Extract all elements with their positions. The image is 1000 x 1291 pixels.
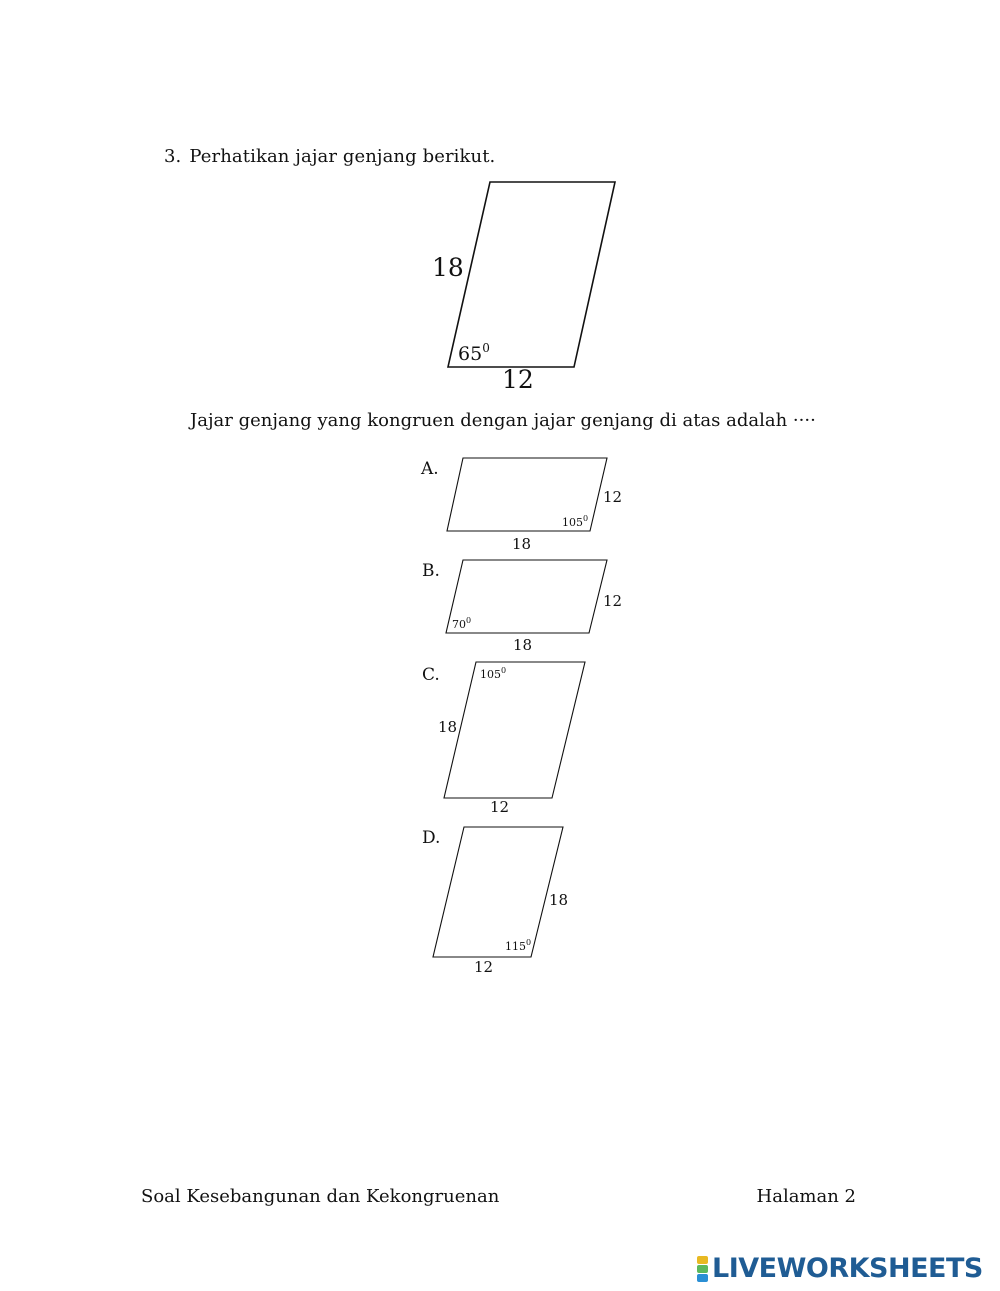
option-c[interactable] — [422, 662, 585, 816]
logo-block-l — [697, 1256, 708, 1264]
brand-name: LIVEWORKSHEETS — [712, 1253, 983, 1284]
option-a-side-right-label: 12 — [603, 488, 623, 506]
option-c-shape — [444, 662, 585, 798]
logo-block-v — [697, 1274, 708, 1282]
main-parallelogram — [432, 182, 615, 394]
option-a-side-bottom-label: 18 — [512, 535, 532, 553]
option-d-letter: D. — [422, 828, 441, 848]
question-prompt: Jajar genjang yang kongruen dengan jajar genjang di atas adalah ···· — [190, 410, 816, 431]
option-d-shape — [433, 827, 563, 957]
main-side-left-label: 18 — [432, 253, 464, 282]
liveworksheets-logo-icon — [697, 1256, 708, 1282]
footer-title: Soal Kesebangunan dan Kekongruenan — [141, 1186, 500, 1207]
option-d-angle-label: $115^0$ — [505, 938, 532, 953]
option-b[interactable] — [422, 560, 622, 654]
option-b-side-right-label: 12 — [603, 592, 623, 610]
option-d[interactable] — [422, 827, 568, 976]
liveworksheets-brand[interactable] — [697, 1253, 983, 1284]
option-c-angle-label: $105^0$ — [480, 666, 507, 681]
option-d-side-bottom-label: 12 — [474, 958, 494, 976]
option-b-angle-label: $70^0$ — [452, 616, 472, 631]
footer-page-number: Halaman 2 — [756, 1186, 856, 1207]
question-number: 3. — [164, 146, 182, 167]
option-b-side-bottom-label: 18 — [513, 636, 533, 654]
option-b-letter: B. — [422, 561, 440, 581]
option-c-letter: C. — [422, 665, 440, 685]
main-angle-label: $65^0$ — [458, 341, 490, 365]
main-side-bottom-label: 12 — [502, 365, 534, 394]
option-c-side-bottom-label: 12 — [490, 798, 510, 816]
question-text: Perhatikan jajar genjang berikut. — [189, 146, 496, 167]
option-d-side-right-label: 18 — [549, 891, 569, 909]
option-c-side-left-label: 18 — [438, 718, 458, 736]
main-parallelogram-shape — [448, 182, 615, 367]
logo-block-i — [697, 1265, 708, 1273]
option-a[interactable] — [420, 458, 622, 553]
option-a-letter: A. — [421, 459, 439, 479]
option-a-angle-label: $105^0$ — [562, 514, 589, 529]
